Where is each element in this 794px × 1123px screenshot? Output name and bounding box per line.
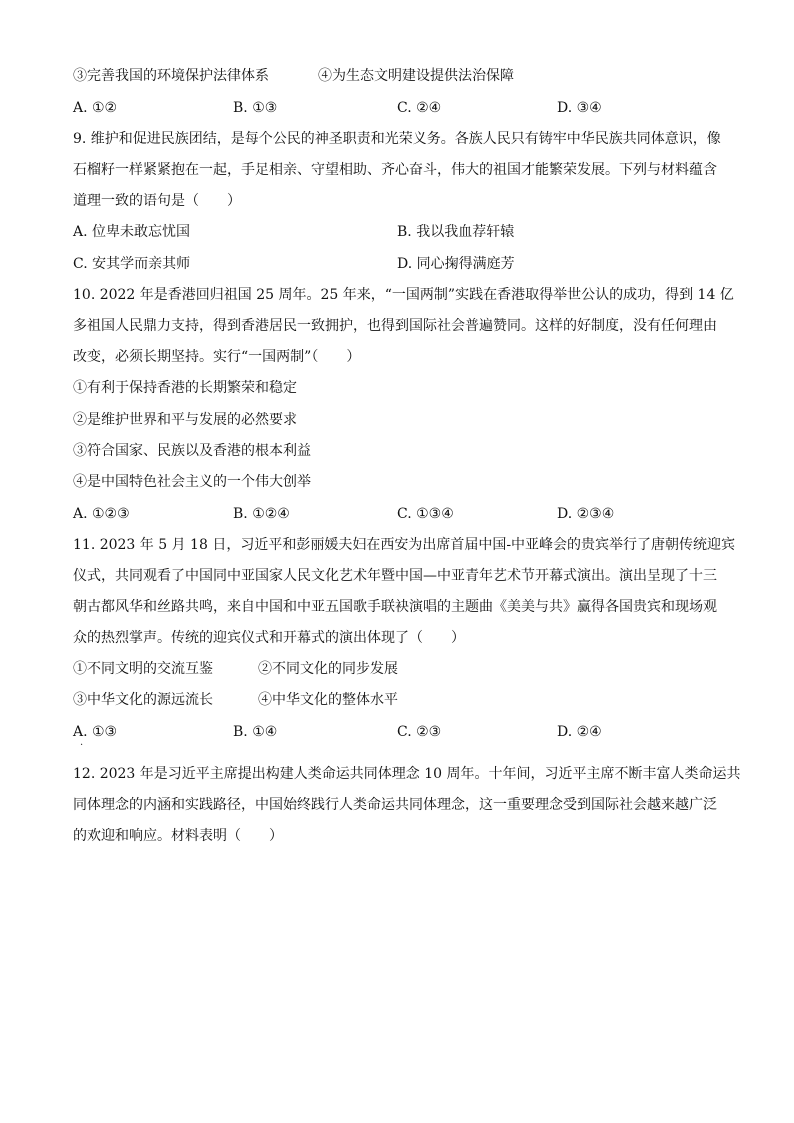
q11-statement-4: ④中华文化的整体水平: [258, 692, 398, 708]
q8-statement-3: ③完善我国的环境保护法律体系: [73, 68, 269, 84]
q8-statement-4: ④为生态文明建设提供法治保障: [318, 68, 514, 84]
q10-option-a: A. ①②③: [73, 506, 130, 522]
q12-stem-line-2: 同体理念的内涵和实践路径，中国始终践行人类命运共同体理念，这一重要理念受到国际社会越来越广泛: [73, 797, 717, 813]
q11-statement-2: ②不同文化的同步发展: [258, 661, 398, 677]
q11-statement-1: ①不同文明的交流互鉴: [73, 661, 213, 677]
stray-dot-mark: ·: [80, 740, 84, 751]
q11-option-d: D. ②④: [557, 724, 602, 740]
q8-option-b: B. ①③: [233, 100, 278, 116]
q10-statement-2: ②是维护世界和平与发展的必然要求: [73, 412, 297, 428]
q10-stem-line-2: 多祖国人民鼎力支持，得到香港居民一致拥护，也得到国际社会普遍赞同。这样的好制度，没有任何理由: [73, 318, 717, 334]
q10-option-c: C. ①③④: [397, 506, 454, 522]
q8-option-c: C. ②④: [397, 100, 442, 116]
q12-stem-line-1: 12. 2023 年是习近平主席提出构建人类命运共同体理念 10 周年。十年间，习近平主席不断丰富人类命运共: [73, 766, 741, 782]
q9-stem-line-1: 9. 维护和促进民族团结，是每个公民的神圣职责和光荣义务。各族人民只有铸牢中华民族共同体意识，像: [73, 131, 721, 147]
q8-option-d: D. ③④: [557, 100, 602, 116]
q11-stem-line-1: 11. 2023 年 5 月 18 日，习近平和彭丽媛夫妇在西安为出席首届中国-中亚峰会的贵宾举行了唐朝传统迎宾: [73, 537, 736, 553]
q11-option-a: A. ①③: [73, 724, 118, 740]
q10-statement-4: ④是中国特色社会主义的一个伟大创举: [73, 474, 311, 490]
q9-option-c: C. 安其学而亲其师: [73, 256, 191, 272]
q11-stem-line-4: 众的热烈掌声。传统的迎宾仪式和开幕式的演出体现了（ ）: [73, 630, 465, 646]
q10-stem-line-1: 10. 2022 年是香港回归祖国 25 周年。25 年来，“一国两制”实践在香港取得举世公认的成功，得到 14 亿: [73, 287, 734, 303]
q10-option-d: D. ②③④: [557, 506, 615, 522]
q9-stem-line-2: 石榴籽一样紧紧抱在一起，手足相亲、守望相助、齐心奋斗，伟大的祖国才能繁荣发展。下列与材料蕴含: [73, 162, 717, 178]
q11-statement-3: ③中华文化的源远流长: [73, 692, 213, 708]
q10-statement-1: ①有利于保持香港的长期繁荣和稳定: [73, 380, 297, 396]
q10-statement-3: ③符合国家、民族以及香港的根本利益: [73, 443, 311, 459]
q8-option-a: A. ①②: [73, 100, 118, 116]
q11-option-b: B. ①④: [233, 724, 278, 740]
q9-option-b: B. 我以我血荐轩辕: [397, 224, 515, 240]
q12-stem-line-3: 的欢迎和响应。材料表明（ ）: [73, 828, 283, 844]
q9-option-d: D. 同心掬得满庭芳: [397, 256, 515, 272]
q10-option-b: B. ①②④: [233, 506, 290, 522]
q11-stem-line-3: 朝古都风华和丝路共鸣，来自中国和中亚五国歌手联袂演唱的主题曲《美美与共》赢得各国贵宾和现场观: [73, 599, 717, 615]
q11-option-c: C. ②③: [397, 724, 442, 740]
q9-option-a: A. 位卑未敢忘忧国: [73, 224, 191, 240]
q9-stem-line-3: 道理一致的语句是（ ）: [73, 193, 241, 209]
q11-stem-line-2: 仪式，共同观看了中国同中亚国家人民文化艺术年暨中国—中亚青年艺术节开幕式演出。演出呈现了十三: [73, 568, 717, 584]
q10-stem-line-3: 改变，必须长期坚持。实行“一国两制”（ ）: [73, 349, 361, 365]
